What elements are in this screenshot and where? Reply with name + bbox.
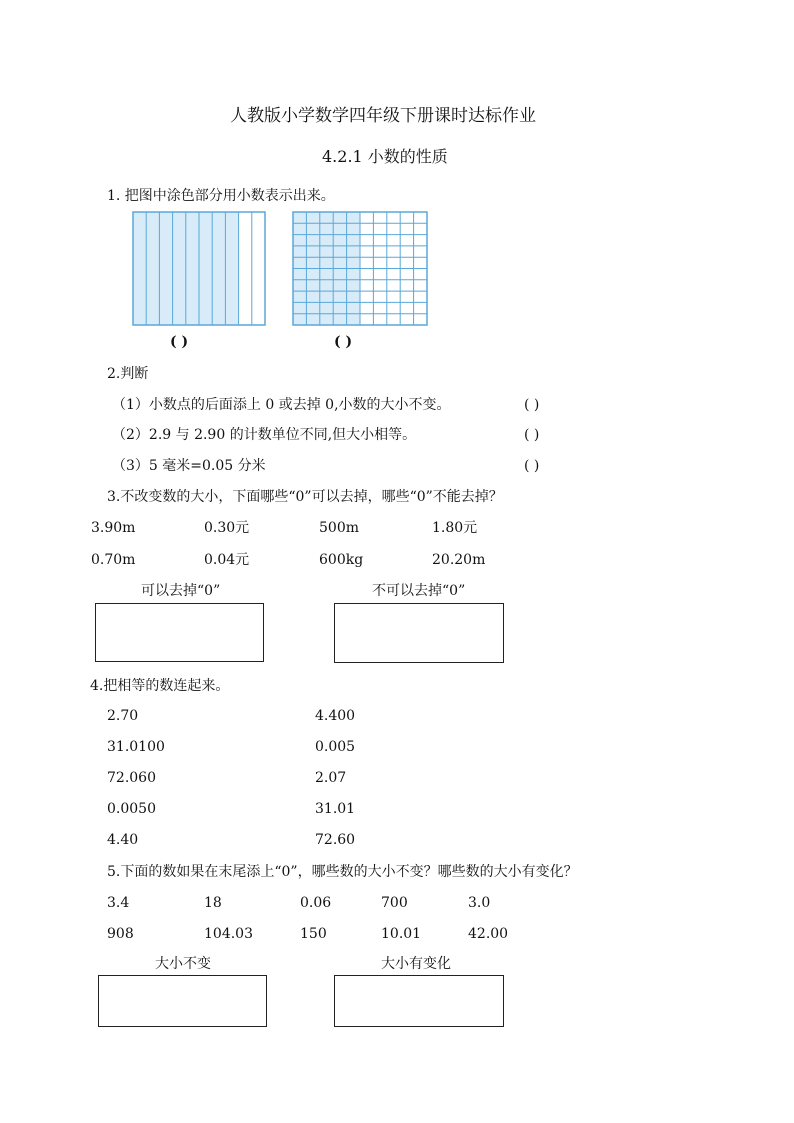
q2-item-1: （1）小数点的后面添上 0 或去掉 0,小数的大小不变。: [112, 397, 451, 413]
q4-left-value[interactable]: 2.70: [107, 708, 139, 724]
q5-value: 0.06: [300, 895, 332, 911]
q4-left-value[interactable]: 4.40: [107, 832, 139, 848]
q3-box-right-label: 不可以去掉“0”: [372, 583, 466, 599]
q5-value: 3.4: [107, 895, 130, 911]
q4-left-value[interactable]: 0.0050: [107, 801, 156, 817]
q5-value: 3.0: [468, 895, 491, 911]
q1-prompt: 1. 把图中涂色部分用小数表示出来。: [107, 188, 335, 204]
lesson-subtitle: 4.2.1 小数的性质: [322, 147, 448, 166]
q4-right-value[interactable]: 72.60: [315, 832, 356, 848]
q5-box-right-label: 大小有变化: [381, 956, 451, 972]
q2-item-2: （2）2.9 与 2.90 的计数单位不同,但大小相等。: [112, 427, 417, 443]
q2-item-1-blank[interactable]: ( ): [524, 397, 540, 413]
q5-prompt: 5.下面的数如果在末尾添上“0”，哪些数的大小不变？哪些数的大小有变化？: [107, 864, 578, 880]
q4-prompt: 4.把相等的数连起来。: [90, 678, 230, 694]
q2-item-3-blank[interactable]: ( ): [524, 458, 540, 474]
q3-value: 600kg: [319, 552, 364, 568]
q3-prompt: 3.不改变数的大小，下面哪些“0”可以去掉，哪些“0”不能去掉？: [107, 489, 503, 505]
q5-value: 700: [381, 895, 408, 911]
q4-right-value[interactable]: 31.01: [315, 801, 356, 817]
q4-left-value[interactable]: 31.0100: [107, 739, 165, 755]
q1-figure-hundredths: [292, 211, 428, 326]
q3-value: 1.80元: [432, 520, 478, 536]
q5-value: 908: [107, 926, 134, 942]
q2-item-3: （3）5 毫米=0.05 分米: [112, 458, 266, 474]
q4-right-value[interactable]: 4.400: [315, 708, 356, 724]
q5-answer-box-unchanged[interactable]: [98, 975, 267, 1027]
q3-value: 0.30元: [204, 520, 250, 536]
q3-value: 0.70m: [91, 552, 136, 568]
q5-answer-box-changed[interactable]: [334, 975, 504, 1027]
page-title: 人教版小学数学四年级下册课时达标作业: [230, 106, 536, 126]
q1-answer-blank-right[interactable]: ( ): [334, 334, 353, 350]
q3-answer-box-removable[interactable]: [95, 603, 264, 662]
q1-figure-tenths: [132, 211, 266, 326]
q5-value: 104.03: [204, 926, 253, 942]
q4-right-value[interactable]: 0.005: [315, 739, 356, 755]
q3-value: 20.20m: [432, 552, 486, 568]
q5-value: 18: [204, 895, 222, 911]
q2-heading: 2.判断: [107, 366, 149, 382]
q1-answer-blank-left[interactable]: ( ): [170, 334, 189, 350]
q3-answer-box-not-removable[interactable]: [334, 603, 504, 663]
q5-value: 150: [300, 926, 327, 942]
q5-value: 10.01: [381, 926, 422, 942]
q3-value: 3.90m: [91, 520, 136, 536]
q4-left-value[interactable]: 72.060: [107, 770, 156, 786]
q4-right-value[interactable]: 2.07: [315, 770, 347, 786]
q2-item-2-blank[interactable]: ( ): [524, 427, 540, 443]
q3-value: 0.04元: [204, 552, 250, 568]
q3-box-left-label: 可以去掉“0”: [141, 583, 221, 599]
q5-value: 42.00: [468, 926, 509, 942]
q5-box-left-label: 大小不变: [155, 956, 211, 972]
q3-value: 500m: [319, 520, 359, 536]
